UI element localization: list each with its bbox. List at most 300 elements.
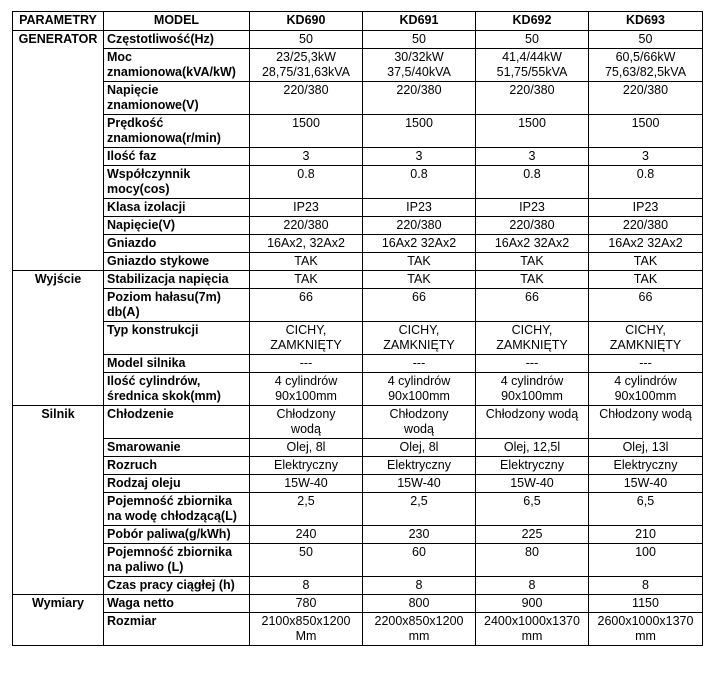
- cell-line: 3: [302, 149, 310, 163]
- cell-line: 900: [521, 596, 543, 610]
- value-cell: [589, 49, 703, 82]
- value-cell: [589, 613, 703, 646]
- cell-line: mm: [521, 629, 543, 643]
- cell-line: Model silnika: [107, 356, 186, 370]
- value-cell: [250, 439, 363, 457]
- cell-line: Gniazdo: [107, 236, 157, 250]
- value-cell: [476, 115, 589, 148]
- value-cell: [363, 199, 476, 217]
- parameter-name: [104, 613, 250, 646]
- value-cell: [363, 373, 476, 406]
- value-cell: [476, 148, 589, 166]
- cell-line: 2600x1000x1370: [597, 614, 694, 628]
- cell-line: Olej, 8l: [286, 440, 326, 454]
- cell-line: na wodę chłodzącą(L): [107, 509, 237, 523]
- value-cell: [589, 217, 703, 235]
- cell-line: wodą: [404, 422, 434, 436]
- cell-line: 15W-40: [284, 476, 328, 490]
- table-row: [13, 289, 703, 322]
- value-cell: [250, 406, 363, 439]
- cell-line: Ilość faz: [107, 149, 157, 163]
- cell-line: 8: [415, 578, 423, 592]
- value-cell: [476, 31, 589, 49]
- parameter-name: [104, 217, 250, 235]
- cell-line: 50: [412, 32, 426, 46]
- cell-line: CICHY,: [398, 323, 440, 337]
- value-cell: [589, 31, 703, 49]
- parameter-name: [104, 31, 250, 49]
- parameter-name: [104, 526, 250, 544]
- cell-line: 80: [525, 545, 539, 559]
- table-row: [13, 373, 703, 406]
- cell-line: Gniazdo stykowe: [107, 254, 210, 268]
- cell-line: 3: [642, 149, 649, 163]
- cell-line: 220/380: [396, 218, 442, 232]
- cell-line: 0.8: [297, 167, 315, 181]
- cell-line: 2100x850x1200: [261, 614, 351, 628]
- value-cell: [589, 199, 703, 217]
- value-cell: [363, 49, 476, 82]
- value-cell: [476, 271, 589, 289]
- cell-line: znamionowe(V): [107, 98, 199, 112]
- value-cell: [476, 439, 589, 457]
- cell-line: Chłodzony: [276, 407, 336, 421]
- value-cell: [476, 166, 589, 199]
- cell-line: Smarowanie: [107, 440, 181, 454]
- value-cell: [250, 544, 363, 577]
- cell-line: 220/380: [283, 83, 329, 97]
- cell-line: TAK: [407, 272, 431, 286]
- cell-line: ---: [299, 356, 313, 370]
- cell-line: 3: [528, 149, 536, 163]
- table-row: [13, 31, 703, 49]
- value-cell: [589, 148, 703, 166]
- value-cell: [363, 82, 476, 115]
- cell-line: 0.8: [636, 167, 655, 181]
- cell-line: Rozruch: [107, 458, 157, 472]
- header-model-kd690: KD690: [250, 12, 363, 31]
- value-cell: [476, 406, 589, 439]
- value-cell: [250, 322, 363, 355]
- cell-line: 1500: [405, 116, 433, 130]
- parameter-name: [104, 439, 250, 457]
- cell-line: 2200x850x1200: [374, 614, 464, 628]
- value-cell: [250, 253, 363, 271]
- value-cell: [476, 199, 589, 217]
- cell-line: TAK: [633, 272, 658, 286]
- cell-line: 220/380: [622, 218, 669, 232]
- cell-line: 780: [295, 596, 317, 610]
- cell-line: 41,4/44kW: [502, 50, 562, 64]
- parameter-name: [104, 373, 250, 406]
- table-row: [13, 235, 703, 253]
- value-cell: [589, 373, 703, 406]
- cell-line: Prędkość: [107, 116, 164, 130]
- parameter-name: [104, 322, 250, 355]
- value-cell: [363, 115, 476, 148]
- value-cell: [250, 493, 363, 526]
- value-cell: [589, 322, 703, 355]
- cell-line: 230: [408, 527, 430, 541]
- value-cell: [250, 199, 363, 217]
- cell-line: Waga netto: [107, 596, 174, 610]
- cell-line: Pojemność zbiornika: [107, 494, 233, 508]
- cell-line: Chłodzony: [389, 407, 449, 421]
- parameter-name: [104, 49, 250, 82]
- value-cell: [250, 355, 363, 373]
- cell-line: Chłodzenie: [107, 407, 174, 421]
- table-row: [13, 355, 703, 373]
- table-row: [13, 82, 703, 115]
- value-cell: [363, 253, 476, 271]
- value-cell: [589, 82, 703, 115]
- cell-line: 220/380: [622, 83, 669, 97]
- cell-line: 2,5: [297, 494, 315, 508]
- cell-line: ZAMKNIĘTY: [609, 338, 682, 352]
- value-cell: [363, 271, 476, 289]
- value-cell: [363, 322, 476, 355]
- cell-line: mocy(cos): [107, 182, 170, 196]
- value-cell: [476, 217, 589, 235]
- value-cell: [250, 49, 363, 82]
- table-row: [13, 526, 703, 544]
- cell-line: 90x100mm: [275, 389, 337, 403]
- parameter-name: [104, 475, 250, 493]
- cell-line: Olej, 13l: [622, 440, 669, 454]
- value-cell: [476, 289, 589, 322]
- cell-line: 16Ax2 32Ax2: [381, 236, 457, 250]
- value-cell: [363, 31, 476, 49]
- value-cell: [589, 475, 703, 493]
- table-row: [13, 577, 703, 595]
- value-cell: [363, 544, 476, 577]
- value-cell: [589, 235, 703, 253]
- value-cell: [250, 475, 363, 493]
- table-row: [13, 457, 703, 475]
- cell-line: 220/380: [396, 83, 442, 97]
- table-row: [13, 322, 703, 355]
- cell-line: 66: [412, 290, 426, 304]
- group-label: Wyjście: [13, 271, 104, 406]
- cell-line: 90x100mm: [388, 389, 450, 403]
- cell-line: Elektryczny: [387, 458, 451, 472]
- value-cell: [589, 406, 703, 439]
- value-cell: [250, 373, 363, 406]
- table-row: [13, 595, 703, 613]
- parameter-name: [104, 493, 250, 526]
- parameter-name: [104, 595, 250, 613]
- table-row: [13, 199, 703, 217]
- value-cell: [250, 577, 363, 595]
- cell-line: znamionowa(kVA/kW): [107, 65, 236, 79]
- value-cell: [250, 457, 363, 475]
- value-cell: [363, 526, 476, 544]
- cell-line: 66: [638, 290, 653, 304]
- cell-line: 220/380: [509, 218, 555, 232]
- cell-line: 16Ax2 32Ax2: [608, 236, 683, 250]
- value-cell: [476, 475, 589, 493]
- cell-line: 50: [299, 32, 313, 46]
- value-cell: [589, 526, 703, 544]
- cell-line: Elektryczny: [274, 458, 338, 472]
- cell-line: TAK: [520, 272, 544, 286]
- value-cell: [589, 271, 703, 289]
- parameter-name: [104, 577, 250, 595]
- cell-line: 28,75/31,63kVA: [261, 65, 351, 79]
- cell-line: 15W-40: [510, 476, 554, 490]
- parameter-name: [104, 271, 250, 289]
- cell-line: Współczynnik: [107, 167, 191, 181]
- value-cell: [363, 355, 476, 373]
- parameter-name: [104, 166, 250, 199]
- cell-line: ZAMKNIĘTY: [496, 338, 568, 352]
- table-row: [13, 439, 703, 457]
- cell-line: 4 cylindrów: [274, 374, 338, 388]
- value-cell: [250, 115, 363, 148]
- value-cell: [589, 166, 703, 199]
- value-cell: [363, 289, 476, 322]
- cell-line: Moc: [107, 50, 132, 64]
- cell-line: CICHY,: [625, 323, 666, 337]
- cell-line: IP23: [406, 200, 432, 214]
- table-row: [13, 217, 703, 235]
- cell-line: CICHY,: [511, 323, 553, 337]
- value-cell: [250, 217, 363, 235]
- cell-line: 2,5: [410, 494, 428, 508]
- value-cell: [589, 493, 703, 526]
- group-label: Wymiary: [13, 595, 104, 646]
- cell-line: 37,5/40kVA: [387, 65, 451, 79]
- cell-line: Klasa izolacji: [107, 200, 186, 214]
- cell-line: 8: [302, 578, 310, 592]
- cell-line: 60: [412, 545, 426, 559]
- group-label: GENERATOR: [13, 31, 104, 271]
- cell-line: 66: [299, 290, 313, 304]
- value-cell: [476, 82, 589, 115]
- cell-line: 4 cylindrów: [614, 374, 677, 388]
- cell-line: Czas pracy ciągłej (h): [107, 578, 235, 592]
- cell-line: Olej, 12,5l: [503, 440, 561, 454]
- value-cell: [589, 115, 703, 148]
- value-cell: [363, 457, 476, 475]
- cell-line: 0.8: [523, 167, 541, 181]
- cell-line: 100: [635, 545, 656, 559]
- cell-line: TAK: [520, 254, 544, 268]
- cell-line: TAK: [407, 254, 431, 268]
- cell-line: Napięcie: [107, 83, 159, 97]
- cell-line: 50: [525, 32, 539, 46]
- cell-line: Napięcie(V): [107, 218, 176, 232]
- cell-line: ---: [525, 356, 539, 370]
- cell-line: 3: [415, 149, 423, 163]
- value-cell: [250, 82, 363, 115]
- cell-line: TAK: [633, 254, 658, 268]
- header-model: MODEL: [104, 12, 250, 31]
- header-parameters: PARAMETRY: [13, 12, 104, 31]
- cell-line: IP23: [519, 200, 545, 214]
- value-cell: [250, 235, 363, 253]
- header-model-kd691: KD691: [363, 12, 476, 31]
- parameter-name: [104, 544, 250, 577]
- cell-line: 30/32kW: [394, 50, 444, 64]
- spec-table: [12, 11, 703, 646]
- parameter-name: [104, 406, 250, 439]
- table-row: [13, 253, 703, 271]
- table-row: [13, 406, 703, 439]
- cell-line: 225: [521, 527, 543, 541]
- cell-line: 90x100mm: [614, 389, 677, 403]
- value-cell: [363, 595, 476, 613]
- value-cell: [589, 595, 703, 613]
- cell-line: 8: [642, 578, 649, 592]
- table-row: [13, 49, 703, 82]
- cell-line: 0.8: [410, 167, 428, 181]
- cell-line: 15W-40: [623, 476, 668, 490]
- value-cell: [476, 595, 589, 613]
- header-model-kd693: KD693: [589, 12, 703, 31]
- cell-line: wodą: [291, 422, 321, 436]
- value-cell: [589, 457, 703, 475]
- cell-line: Elektryczny: [500, 458, 564, 472]
- value-cell: [363, 493, 476, 526]
- cell-line: db(A): [107, 305, 140, 319]
- value-cell: [476, 235, 589, 253]
- cell-line: na paliwo (L): [107, 560, 184, 574]
- cell-line: średnica skok(mm): [107, 389, 221, 403]
- cell-line: Pojemność zbiornika: [107, 545, 233, 559]
- cell-line: 15W-40: [397, 476, 441, 490]
- cell-line: 60,5/66kW: [615, 50, 676, 64]
- parameter-name: [104, 355, 250, 373]
- table-row: [13, 115, 703, 148]
- value-cell: [476, 49, 589, 82]
- cell-line: 51,75/55kVA: [496, 65, 568, 79]
- cell-line: IP23: [632, 200, 659, 214]
- cell-line: Pobór paliwa(g/kWh): [107, 527, 231, 541]
- cell-line: ---: [639, 356, 652, 370]
- cell-line: Częstotliwość(Hz): [107, 32, 214, 46]
- value-cell: [250, 613, 363, 646]
- cell-line: Olej, 8l: [399, 440, 439, 454]
- value-cell: [250, 271, 363, 289]
- table-row: [13, 166, 703, 199]
- parameter-name: [104, 457, 250, 475]
- cell-line: ZAMKNIĘTY: [383, 338, 455, 352]
- cell-line: znamionowa(r/min): [107, 131, 221, 145]
- value-cell: [589, 577, 703, 595]
- value-cell: [589, 439, 703, 457]
- value-cell: [363, 577, 476, 595]
- cell-line: 8: [528, 578, 536, 592]
- value-cell: [589, 289, 703, 322]
- cell-line: Rozmiar: [107, 614, 157, 628]
- value-cell: [363, 148, 476, 166]
- table-row: [13, 271, 703, 289]
- cell-line: Rodzaj oleju: [107, 476, 181, 490]
- group-label: Silnik: [13, 406, 104, 595]
- cell-line: 1500: [631, 116, 660, 130]
- cell-line: 2400x1000x1370: [484, 614, 580, 628]
- value-cell: [363, 439, 476, 457]
- cell-line: TAK: [294, 272, 318, 286]
- cell-line: Poziom hałasu(7m): [107, 290, 221, 304]
- header-model-kd692: KD692: [476, 12, 589, 31]
- value-cell: [250, 526, 363, 544]
- cell-line: 90x100mm: [501, 389, 563, 403]
- value-cell: [476, 253, 589, 271]
- value-cell: [476, 526, 589, 544]
- cell-line: Typ konstrukcji: [107, 323, 199, 337]
- cell-line: 23/25,3kW: [276, 50, 336, 64]
- cell-line: mm: [408, 629, 430, 643]
- cell-line: 50: [638, 32, 653, 46]
- cell-line: Stabilizacja napięcia: [107, 272, 229, 286]
- value-cell: [363, 217, 476, 235]
- cell-line: 220/380: [283, 218, 329, 232]
- cell-line: 16Ax2 32Ax2: [494, 236, 570, 250]
- value-cell: [589, 355, 703, 373]
- cell-line: 6,5: [636, 494, 655, 508]
- cell-line: mm: [635, 629, 656, 643]
- cell-line: 1150: [632, 596, 659, 610]
- parameter-name: [104, 115, 250, 148]
- cell-line: 4 cylindrów: [500, 374, 564, 388]
- cell-line: TAK: [294, 254, 318, 268]
- spec-body: [13, 31, 703, 646]
- cell-line: CICHY,: [285, 323, 327, 337]
- table-row: [13, 475, 703, 493]
- cell-line: Chłodzony wodą: [485, 407, 579, 421]
- cell-line: 220/380: [509, 83, 555, 97]
- cell-line: Chłodzony wodą: [599, 407, 692, 421]
- value-cell: [250, 289, 363, 322]
- cell-line: Ilość cylindrów,: [107, 374, 201, 388]
- cell-line: 66: [525, 290, 539, 304]
- cell-line: 75,63/82,5kVA: [604, 65, 687, 79]
- parameter-name: [104, 148, 250, 166]
- value-cell: [250, 148, 363, 166]
- cell-line: Elektryczny: [613, 458, 678, 472]
- value-cell: [476, 355, 589, 373]
- parameter-name: [104, 253, 250, 271]
- value-cell: [250, 31, 363, 49]
- cell-line: ZAMKNIĘTY: [270, 338, 342, 352]
- value-cell: [250, 166, 363, 199]
- value-cell: [363, 613, 476, 646]
- value-cell: [476, 613, 589, 646]
- cell-line: 1500: [292, 116, 320, 130]
- table-row: [13, 544, 703, 577]
- value-cell: [363, 475, 476, 493]
- cell-line: Mm: [295, 629, 317, 643]
- parameter-name: [104, 235, 250, 253]
- cell-line: 210: [635, 527, 656, 541]
- cell-line: 800: [408, 596, 430, 610]
- parameter-name: [104, 82, 250, 115]
- cell-line: 4 cylindrów: [387, 374, 451, 388]
- cell-line: 50: [299, 545, 313, 559]
- value-cell: [476, 457, 589, 475]
- value-cell: [476, 373, 589, 406]
- value-cell: [589, 253, 703, 271]
- value-cell: [589, 544, 703, 577]
- value-cell: [476, 544, 589, 577]
- table-row: [13, 613, 703, 646]
- cell-line: 6,5: [523, 494, 541, 508]
- value-cell: [363, 235, 476, 253]
- table-row: [13, 493, 703, 526]
- cell-line: IP23: [293, 200, 319, 214]
